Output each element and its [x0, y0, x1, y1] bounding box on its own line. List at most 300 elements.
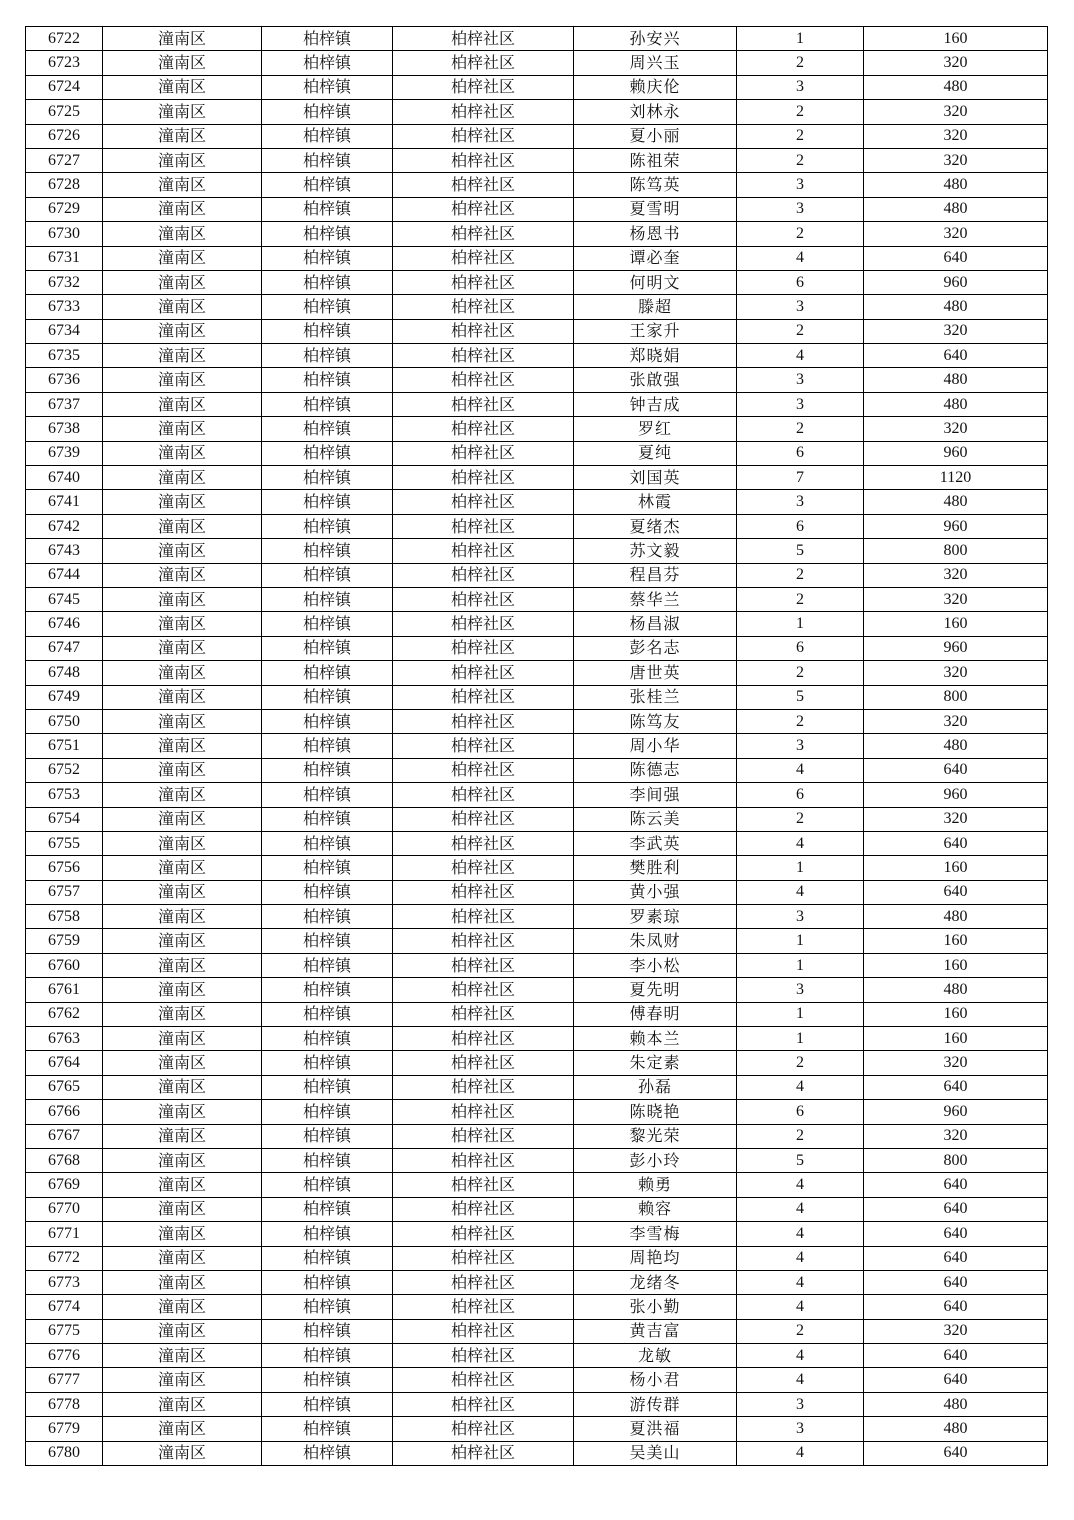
district-cell: 潼南区: [103, 831, 262, 855]
amount-cell: 640: [864, 880, 1048, 904]
district-cell: 潼南区: [103, 807, 262, 831]
serial-number-cell: 6769: [26, 1173, 103, 1197]
town-cell: 柏梓镇: [262, 319, 393, 343]
town-cell: 柏梓镇: [262, 587, 393, 611]
town-cell: 柏梓镇: [262, 246, 393, 270]
table-row: [26, 1392, 1048, 1416]
name-cell: 朱凤财: [574, 929, 737, 953]
community-cell: 柏梓社区: [393, 685, 574, 709]
serial-number-cell: 6742: [26, 514, 103, 538]
community-cell: 柏梓社区: [393, 1417, 574, 1441]
household-size-cell: 4: [737, 880, 864, 904]
amount-cell: 160: [864, 1002, 1048, 1026]
district-cell: 潼南区: [103, 1295, 262, 1319]
town-cell: 柏梓镇: [262, 490, 393, 514]
community-cell: 柏梓社区: [393, 1100, 574, 1124]
table-row: [26, 1222, 1048, 1246]
table-row: [26, 124, 1048, 148]
amount-cell: 960: [864, 441, 1048, 465]
serial-number-cell: 6759: [26, 929, 103, 953]
amount-cell: 320: [864, 124, 1048, 148]
serial-number-cell: 6766: [26, 1100, 103, 1124]
amount-cell: 320: [864, 148, 1048, 172]
district-cell: 潼南区: [103, 1392, 262, 1416]
community-cell: 柏梓社区: [393, 319, 574, 343]
town-cell: 柏梓镇: [262, 1417, 393, 1441]
district-cell: 潼南区: [103, 758, 262, 782]
name-cell: 刘国英: [574, 466, 737, 490]
name-cell: 游传群: [574, 1392, 737, 1416]
household-size-cell: 1: [737, 856, 864, 880]
amount-cell: 160: [864, 612, 1048, 636]
amount-cell: 320: [864, 222, 1048, 246]
table-row: [26, 783, 1048, 807]
town-cell: 柏梓镇: [262, 978, 393, 1002]
household-size-cell: 3: [737, 1392, 864, 1416]
district-cell: 潼南区: [103, 1075, 262, 1099]
district-cell: 潼南区: [103, 1270, 262, 1294]
serial-number-cell: 6748: [26, 661, 103, 685]
table-row: [26, 392, 1048, 416]
district-cell: 潼南区: [103, 612, 262, 636]
district-cell: 潼南区: [103, 587, 262, 611]
community-cell: 柏梓社区: [393, 1344, 574, 1368]
district-cell: 潼南区: [103, 661, 262, 685]
amount-cell: 160: [864, 27, 1048, 51]
name-cell: 孙磊: [574, 1075, 737, 1099]
household-size-cell: 3: [737, 978, 864, 1002]
table-row: [26, 173, 1048, 197]
household-size-cell: 2: [737, 563, 864, 587]
amount-cell: 480: [864, 173, 1048, 197]
table-row: [26, 51, 1048, 75]
community-cell: 柏梓社区: [393, 490, 574, 514]
district-cell: 潼南区: [103, 75, 262, 99]
community-cell: 柏梓社区: [393, 1270, 574, 1294]
town-cell: 柏梓镇: [262, 1246, 393, 1270]
district-cell: 潼南区: [103, 636, 262, 660]
district-cell: 潼南区: [103, 1124, 262, 1148]
table-row: [26, 1197, 1048, 1221]
town-cell: 柏梓镇: [262, 734, 393, 758]
community-cell: 柏梓社区: [393, 124, 574, 148]
household-size-cell: 4: [737, 831, 864, 855]
household-size-cell: 3: [737, 173, 864, 197]
district-cell: 潼南区: [103, 1441, 262, 1465]
table-row: [26, 466, 1048, 490]
district-cell: 潼南区: [103, 148, 262, 172]
community-cell: 柏梓社区: [393, 636, 574, 660]
table-row: [26, 661, 1048, 685]
amount-cell: 640: [864, 1344, 1048, 1368]
serial-number-cell: 6725: [26, 100, 103, 124]
name-cell: 杨小君: [574, 1368, 737, 1392]
district-cell: 潼南区: [103, 417, 262, 441]
amount-cell: 160: [864, 929, 1048, 953]
district-cell: 潼南区: [103, 1002, 262, 1026]
town-cell: 柏梓镇: [262, 197, 393, 221]
serial-number-cell: 6749: [26, 685, 103, 709]
serial-number-cell: 6763: [26, 1027, 103, 1051]
household-size-cell: 2: [737, 100, 864, 124]
community-cell: 柏梓社区: [393, 27, 574, 51]
serial-number-cell: 6736: [26, 368, 103, 392]
district-cell: 潼南区: [103, 880, 262, 904]
table-row: [26, 978, 1048, 1002]
household-size-cell: 2: [737, 319, 864, 343]
household-size-cell: 2: [737, 51, 864, 75]
community-cell: 柏梓社区: [393, 807, 574, 831]
district-cell: 潼南区: [103, 197, 262, 221]
amount-cell: 320: [864, 1051, 1048, 1075]
district-cell: 潼南区: [103, 1368, 262, 1392]
household-size-cell: 2: [737, 661, 864, 685]
town-cell: 柏梓镇: [262, 807, 393, 831]
amount-cell: 480: [864, 75, 1048, 99]
community-cell: 柏梓社区: [393, 953, 574, 977]
table-row: [26, 197, 1048, 221]
name-cell: 龙绪冬: [574, 1270, 737, 1294]
town-cell: 柏梓镇: [262, 539, 393, 563]
town-cell: 柏梓镇: [262, 270, 393, 294]
name-cell: 吴美山: [574, 1441, 737, 1465]
household-size-cell: 2: [737, 1051, 864, 1075]
household-size-cell: 4: [737, 1246, 864, 1270]
household-size-cell: 3: [737, 295, 864, 319]
table-row: [26, 1002, 1048, 1026]
table-row: [26, 1441, 1048, 1465]
serial-number-cell: 6758: [26, 905, 103, 929]
town-cell: 柏梓镇: [262, 1392, 393, 1416]
table-row: [26, 929, 1048, 953]
town-cell: 柏梓镇: [262, 148, 393, 172]
table-row: [26, 807, 1048, 831]
town-cell: 柏梓镇: [262, 417, 393, 441]
amount-cell: 480: [864, 490, 1048, 514]
community-cell: 柏梓社区: [393, 1124, 574, 1148]
household-size-cell: 2: [737, 148, 864, 172]
table-row: [26, 905, 1048, 929]
amount-cell: 320: [864, 807, 1048, 831]
community-cell: 柏梓社区: [393, 929, 574, 953]
district-cell: 潼南区: [103, 929, 262, 953]
community-cell: 柏梓社区: [393, 1222, 574, 1246]
town-cell: 柏梓镇: [262, 905, 393, 929]
serial-number-cell: 6777: [26, 1368, 103, 1392]
name-cell: 樊胜利: [574, 856, 737, 880]
household-size-cell: 6: [737, 1100, 864, 1124]
community-cell: 柏梓社区: [393, 978, 574, 1002]
serial-number-cell: 6728: [26, 173, 103, 197]
town-cell: 柏梓镇: [262, 929, 393, 953]
household-size-cell: 1: [737, 1002, 864, 1026]
town-cell: 柏梓镇: [262, 1222, 393, 1246]
town-cell: 柏梓镇: [262, 344, 393, 368]
district-cell: 潼南区: [103, 319, 262, 343]
town-cell: 柏梓镇: [262, 1148, 393, 1172]
table-row: [26, 587, 1048, 611]
name-cell: 彭名志: [574, 636, 737, 660]
table-row: [26, 344, 1048, 368]
name-cell: 李小松: [574, 953, 737, 977]
name-cell: 赖本兰: [574, 1027, 737, 1051]
name-cell: 李间强: [574, 783, 737, 807]
name-cell: 张啟强: [574, 368, 737, 392]
table-row: [26, 148, 1048, 172]
household-size-cell: 4: [737, 1222, 864, 1246]
household-size-cell: 2: [737, 1319, 864, 1343]
district-cell: 潼南区: [103, 1319, 262, 1343]
community-cell: 柏梓社区: [393, 612, 574, 636]
household-size-cell: 1: [737, 953, 864, 977]
table-row: [26, 1319, 1048, 1343]
household-size-cell: 1: [737, 929, 864, 953]
district-cell: 潼南区: [103, 441, 262, 465]
name-cell: 黄吉富: [574, 1319, 737, 1343]
household-size-cell: 2: [737, 1124, 864, 1148]
amount-cell: 480: [864, 734, 1048, 758]
community-cell: 柏梓社区: [393, 75, 574, 99]
community-cell: 柏梓社区: [393, 831, 574, 855]
serial-number-cell: 6744: [26, 563, 103, 587]
household-size-cell: 3: [737, 75, 864, 99]
district-cell: 潼南区: [103, 270, 262, 294]
amount-cell: 320: [864, 1124, 1048, 1148]
household-size-cell: 2: [737, 124, 864, 148]
serial-number-cell: 6745: [26, 587, 103, 611]
household-size-cell: 4: [737, 1173, 864, 1197]
amount-cell: 480: [864, 197, 1048, 221]
amount-cell: 640: [864, 1197, 1048, 1221]
household-size-cell: 4: [737, 1075, 864, 1099]
town-cell: 柏梓镇: [262, 661, 393, 685]
table-row: [26, 100, 1048, 124]
name-cell: 钟吉成: [574, 392, 737, 416]
serial-number-cell: 6722: [26, 27, 103, 51]
community-cell: 柏梓社区: [393, 539, 574, 563]
district-cell: 潼南区: [103, 246, 262, 270]
household-size-cell: 2: [737, 709, 864, 733]
amount-cell: 320: [864, 100, 1048, 124]
table-row: [26, 222, 1048, 246]
table-row: [26, 831, 1048, 855]
name-cell: 陈笃英: [574, 173, 737, 197]
town-cell: 柏梓镇: [262, 758, 393, 782]
town-cell: 柏梓镇: [262, 514, 393, 538]
town-cell: 柏梓镇: [262, 831, 393, 855]
community-cell: 柏梓社区: [393, 441, 574, 465]
amount-cell: 640: [864, 831, 1048, 855]
amount-cell: 480: [864, 978, 1048, 1002]
serial-number-cell: 6764: [26, 1051, 103, 1075]
household-size-cell: 3: [737, 490, 864, 514]
serial-number-cell: 6738: [26, 417, 103, 441]
table-row: [26, 734, 1048, 758]
amount-cell: 640: [864, 344, 1048, 368]
district-cell: 潼南区: [103, 1344, 262, 1368]
name-cell: 赖容: [574, 1197, 737, 1221]
town-cell: 柏梓镇: [262, 1002, 393, 1026]
table-row: [26, 1417, 1048, 1441]
town-cell: 柏梓镇: [262, 27, 393, 51]
amount-cell: 640: [864, 1295, 1048, 1319]
district-cell: 潼南区: [103, 978, 262, 1002]
town-cell: 柏梓镇: [262, 51, 393, 75]
amount-cell: 640: [864, 758, 1048, 782]
household-size-cell: 4: [737, 1368, 864, 1392]
serial-number-cell: 6735: [26, 344, 103, 368]
town-cell: 柏梓镇: [262, 1319, 393, 1343]
community-cell: 柏梓社区: [393, 661, 574, 685]
amount-cell: 960: [864, 270, 1048, 294]
district-cell: 潼南区: [103, 1246, 262, 1270]
community-cell: 柏梓社区: [393, 563, 574, 587]
serial-number-cell: 6737: [26, 392, 103, 416]
table-row: [26, 685, 1048, 709]
amount-cell: 320: [864, 417, 1048, 441]
serial-number-cell: 6753: [26, 783, 103, 807]
name-cell: 刘林永: [574, 100, 737, 124]
town-cell: 柏梓镇: [262, 636, 393, 660]
name-cell: 罗素琼: [574, 905, 737, 929]
amount-cell: 320: [864, 661, 1048, 685]
name-cell: 黎光荣: [574, 1124, 737, 1148]
table-row: [26, 441, 1048, 465]
name-cell: 夏纯: [574, 441, 737, 465]
household-size-cell: 3: [737, 197, 864, 221]
table-row: [26, 246, 1048, 270]
household-size-cell: 6: [737, 441, 864, 465]
serial-number-cell: 6765: [26, 1075, 103, 1099]
serial-number-cell: 6727: [26, 148, 103, 172]
name-cell: 陈祖荣: [574, 148, 737, 172]
district-cell: 潼南区: [103, 1148, 262, 1172]
name-cell: 夏小丽: [574, 124, 737, 148]
table-row: [26, 1173, 1048, 1197]
household-size-cell: 3: [737, 905, 864, 929]
town-cell: 柏梓镇: [262, 100, 393, 124]
table-row: [26, 612, 1048, 636]
amount-cell: 160: [864, 1027, 1048, 1051]
table-row: [26, 636, 1048, 660]
community-cell: 柏梓社区: [393, 1075, 574, 1099]
serial-number-cell: 6770: [26, 1197, 103, 1221]
serial-number-cell: 6771: [26, 1222, 103, 1246]
community-cell: 柏梓社区: [393, 1319, 574, 1343]
table-row: [26, 1344, 1048, 1368]
town-cell: 柏梓镇: [262, 1051, 393, 1075]
district-cell: 潼南区: [103, 295, 262, 319]
amount-cell: 800: [864, 1148, 1048, 1172]
amount-cell: 480: [864, 1392, 1048, 1416]
serial-number-cell: 6747: [26, 636, 103, 660]
serial-number-cell: 6723: [26, 51, 103, 75]
table-row: [26, 295, 1048, 319]
district-cell: 潼南区: [103, 27, 262, 51]
table-row: [26, 880, 1048, 904]
name-cell: 林霞: [574, 490, 737, 514]
district-cell: 潼南区: [103, 1417, 262, 1441]
community-cell: 柏梓社区: [393, 222, 574, 246]
district-cell: 潼南区: [103, 1027, 262, 1051]
name-cell: 杨恩书: [574, 222, 737, 246]
amount-cell: 320: [864, 563, 1048, 587]
household-size-cell: 3: [737, 368, 864, 392]
serial-number-cell: 6743: [26, 539, 103, 563]
town-cell: 柏梓镇: [262, 124, 393, 148]
amount-cell: 640: [864, 1173, 1048, 1197]
name-cell: 夏雪明: [574, 197, 737, 221]
amount-cell: 160: [864, 953, 1048, 977]
district-cell: 潼南区: [103, 124, 262, 148]
name-cell: 赖庆伦: [574, 75, 737, 99]
community-cell: 柏梓社区: [393, 1441, 574, 1465]
name-cell: 周艳均: [574, 1246, 737, 1270]
name-cell: 王家升: [574, 319, 737, 343]
household-size-cell: 5: [737, 1148, 864, 1172]
name-cell: 夏洪福: [574, 1417, 737, 1441]
household-size-cell: 2: [737, 587, 864, 611]
serial-number-cell: 6778: [26, 1392, 103, 1416]
household-size-cell: 1: [737, 27, 864, 51]
district-cell: 潼南区: [103, 563, 262, 587]
amount-cell: 320: [864, 51, 1048, 75]
town-cell: 柏梓镇: [262, 953, 393, 977]
table-row: [26, 1100, 1048, 1124]
community-cell: 柏梓社区: [393, 856, 574, 880]
town-cell: 柏梓镇: [262, 441, 393, 465]
household-size-cell: 4: [737, 1441, 864, 1465]
community-cell: 柏梓社区: [393, 100, 574, 124]
table-row: [26, 1246, 1048, 1270]
name-cell: 陈云美: [574, 807, 737, 831]
town-cell: 柏梓镇: [262, 563, 393, 587]
name-cell: 苏文毅: [574, 539, 737, 563]
town-cell: 柏梓镇: [262, 1075, 393, 1099]
amount-cell: 960: [864, 1100, 1048, 1124]
name-cell: 张小勤: [574, 1295, 737, 1319]
household-size-cell: 6: [737, 270, 864, 294]
district-cell: 潼南区: [103, 368, 262, 392]
household-size-cell: 7: [737, 466, 864, 490]
table-row: [26, 709, 1048, 733]
town-cell: 柏梓镇: [262, 173, 393, 197]
name-cell: 孙安兴: [574, 27, 737, 51]
name-cell: 杨昌淑: [574, 612, 737, 636]
amount-cell: 480: [864, 1417, 1048, 1441]
serial-number-cell: 6750: [26, 709, 103, 733]
serial-number-cell: 6774: [26, 1295, 103, 1319]
community-cell: 柏梓社区: [393, 197, 574, 221]
name-cell: 陈笃友: [574, 709, 737, 733]
community-cell: 柏梓社区: [393, 344, 574, 368]
community-cell: 柏梓社区: [393, 246, 574, 270]
district-cell: 潼南区: [103, 466, 262, 490]
name-cell: 程昌芬: [574, 563, 737, 587]
community-cell: 柏梓社区: [393, 1197, 574, 1221]
serial-number-cell: 6752: [26, 758, 103, 782]
district-cell: 潼南区: [103, 344, 262, 368]
amount-cell: 480: [864, 295, 1048, 319]
serial-number-cell: 6767: [26, 1124, 103, 1148]
district-cell: 潼南区: [103, 783, 262, 807]
district-cell: 潼南区: [103, 392, 262, 416]
table-row: [26, 856, 1048, 880]
name-cell: 朱定素: [574, 1051, 737, 1075]
household-size-cell: 3: [737, 1417, 864, 1441]
name-cell: 夏先明: [574, 978, 737, 1002]
town-cell: 柏梓镇: [262, 1344, 393, 1368]
